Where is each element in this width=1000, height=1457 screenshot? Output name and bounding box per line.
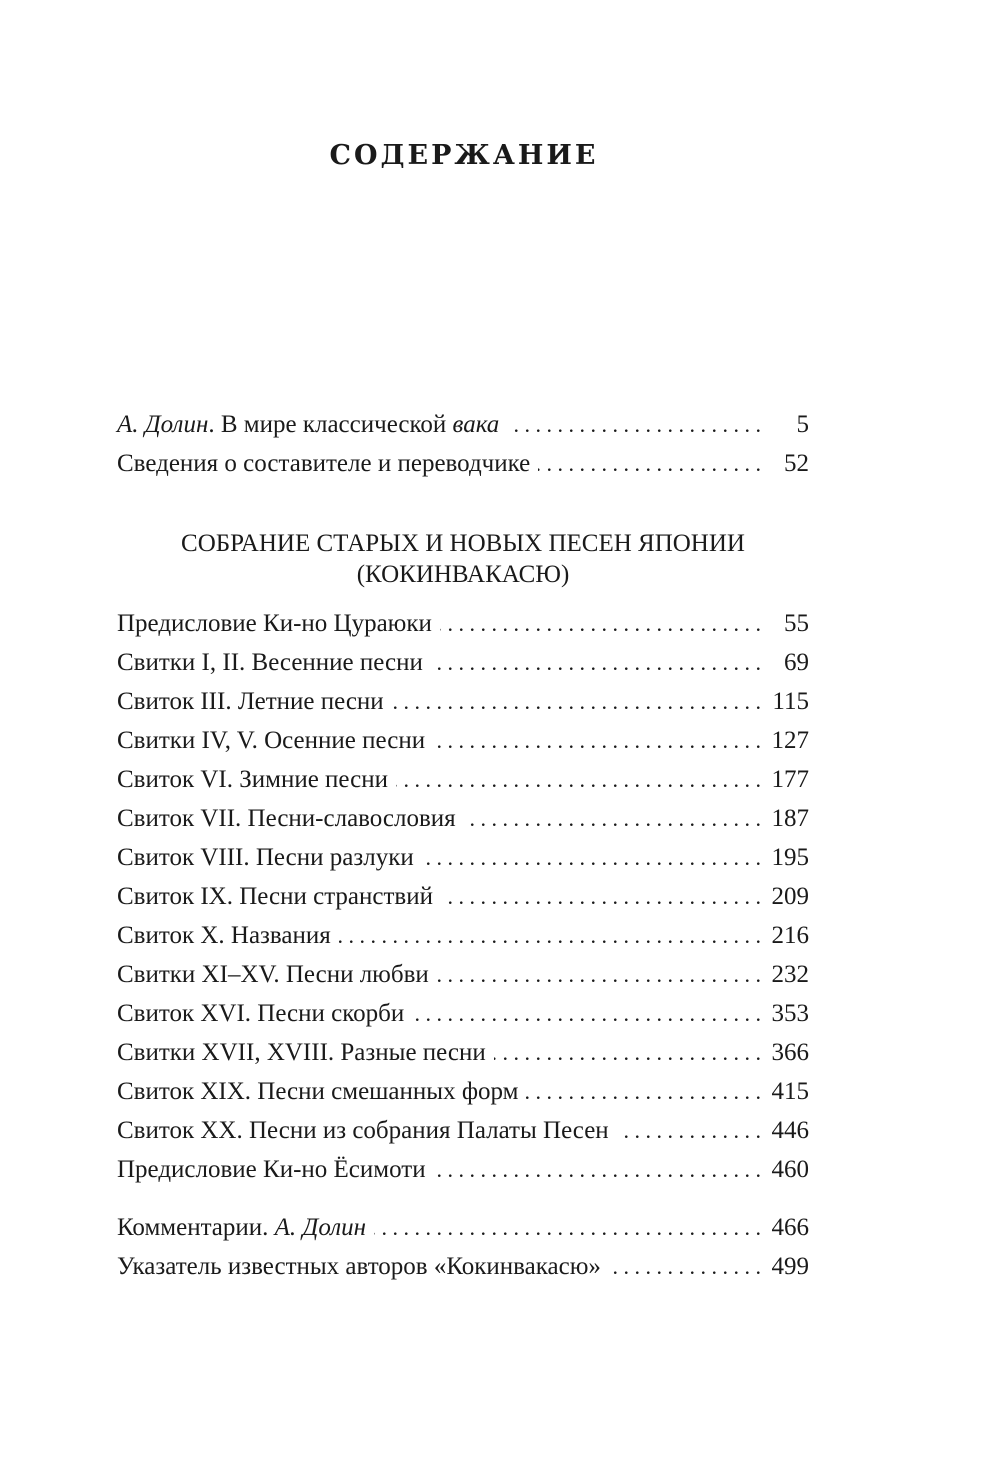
dot-leader [526, 1072, 761, 1111]
toc-entry-page: 216 [771, 922, 809, 949]
toc-entry-page: 69 [784, 649, 809, 676]
section-heading-line1: СОБРАНИЕ СТАРЫХ И НОВЫХ ПЕСЕН ЯПОНИИ [181, 530, 745, 557]
dot-leader [431, 643, 761, 682]
toc-entry-label [117, 1247, 601, 1286]
toc-entry-page: 187 [771, 805, 809, 832]
toc-entry-label [117, 405, 499, 444]
toc-entry-page: 209 [771, 883, 809, 910]
dot-leader [412, 994, 761, 1033]
toc-entry[interactable] [117, 760, 809, 799]
toc-entry[interactable] [117, 1208, 809, 1247]
toc-entry-page: 446 [771, 1117, 809, 1144]
toc-entry[interactable] [117, 1033, 809, 1072]
dot-leader [433, 721, 761, 760]
section-heading-line2: (КОКИНВАКАСЮ) [356, 561, 570, 588]
toc-entry-label: Свиток XIX. Песни смешанных форм [117, 1078, 519, 1105]
dot-leader [609, 1247, 761, 1286]
toc-entry[interactable] [117, 604, 809, 643]
toc-entry-page: 499 [771, 1253, 809, 1280]
toc-entry-label: Предисловие Ки-но Цураюки [117, 610, 432, 637]
dot-leader [617, 1111, 761, 1150]
toc-entry[interactable] [117, 916, 809, 955]
toc-back-matter [117, 1208, 809, 1286]
toc-entry-label [117, 1208, 366, 1247]
dot-leader [507, 405, 761, 444]
dot-leader [437, 955, 761, 994]
page-title: СОДЕРЖАНИЕ [329, 140, 599, 171]
toc-entry[interactable] [117, 643, 809, 682]
toc-entry[interactable] [117, 1072, 809, 1111]
toc-entry[interactable] [117, 838, 809, 877]
toc-entry-page: 460 [771, 1156, 809, 1183]
toc-entry-page: 115 [772, 688, 809, 715]
toc-entry-page: 466 [771, 1214, 809, 1241]
toc-entry-page: 232 [771, 961, 809, 988]
toc-entry[interactable] [117, 799, 809, 838]
toc-entry-text: . В мире классической [208, 411, 453, 438]
toc-entry-label: Свиток VI. Зимние песни [117, 766, 389, 793]
toc-entry[interactable] [117, 994, 809, 1033]
toc-entry[interactable] [117, 682, 809, 721]
dot-leader [396, 760, 761, 799]
toc-entry-italic: вака [452, 411, 500, 438]
toc-entry-page: 415 [771, 1078, 809, 1105]
toc-entry-author: А. Долин [117, 411, 209, 438]
toc-entry-page: 366 [771, 1039, 809, 1066]
toc-entry-label: Свитки XI–XV. Песни любви [117, 961, 429, 988]
toc-entry-italic: А. Долин [274, 1214, 367, 1241]
dot-leader [392, 682, 761, 721]
dot-leader [440, 604, 761, 643]
toc-entry-page: 353 [771, 1000, 809, 1027]
dot-leader [434, 1150, 761, 1189]
toc-entry-page: 177 [771, 766, 809, 793]
toc-entry-label: Свиток IX. Песни странствий [117, 883, 433, 910]
dot-leader [422, 838, 761, 877]
toc-entry-label: Свиток III. Летние песни [117, 688, 384, 715]
toc-entry-label: Свитки I, II. Весенние песни [117, 649, 423, 676]
toc-entry-text: Сведения о составителе и переводчике [117, 450, 531, 477]
toc-main-entries [117, 604, 809, 1189]
dot-leader [374, 1208, 761, 1247]
toc-front-matter [117, 405, 809, 483]
toc-entry-label: Свитки IV, V. Осенние песни [117, 727, 426, 754]
toc-entry[interactable] [117, 444, 809, 483]
toc-entry-page: 127 [771, 727, 809, 754]
dot-leader [441, 877, 761, 916]
dot-leader [464, 799, 761, 838]
toc-entry-page: 55 [784, 610, 809, 637]
toc-entry-label: Свиток XVI. Песни скорби [117, 1000, 405, 1027]
toc-entry-label: Свиток X. Названия [117, 922, 331, 949]
toc-entry-text: Комментарии. [117, 1214, 275, 1241]
dot-leader [339, 916, 761, 955]
dot-leader [538, 444, 761, 483]
toc-entry[interactable] [117, 1150, 809, 1189]
toc-entry-label: Свитки XVII, XVIII. Разные песни [117, 1039, 486, 1066]
toc-entry-text: Указатель известных авторов «Кокинвакасю» [117, 1253, 601, 1280]
toc-entry[interactable] [117, 405, 809, 444]
toc-entry-page: 52 [784, 450, 809, 477]
toc-entry-label: Свиток VIII. Песни разлуки [117, 844, 414, 871]
section-heading [117, 528, 809, 590]
toc-entry-label: Свиток XX. Песни из собрания Палаты Песен [117, 1117, 609, 1144]
toc-entry-page: 5 [796, 411, 809, 438]
toc-entry[interactable] [117, 1247, 809, 1286]
toc-entry-label [117, 444, 530, 483]
toc-entry[interactable] [117, 1111, 809, 1150]
toc-entry-page: 195 [771, 844, 809, 871]
toc-entry[interactable] [117, 877, 809, 916]
dot-leader [494, 1033, 761, 1072]
toc-entry[interactable] [117, 955, 809, 994]
toc-entry[interactable] [117, 721, 809, 760]
toc-entry-label: Свиток VII. Песни-славословия [117, 805, 456, 832]
toc-entry-label: Предисловие Ки-но Ёсимоти [117, 1156, 426, 1183]
